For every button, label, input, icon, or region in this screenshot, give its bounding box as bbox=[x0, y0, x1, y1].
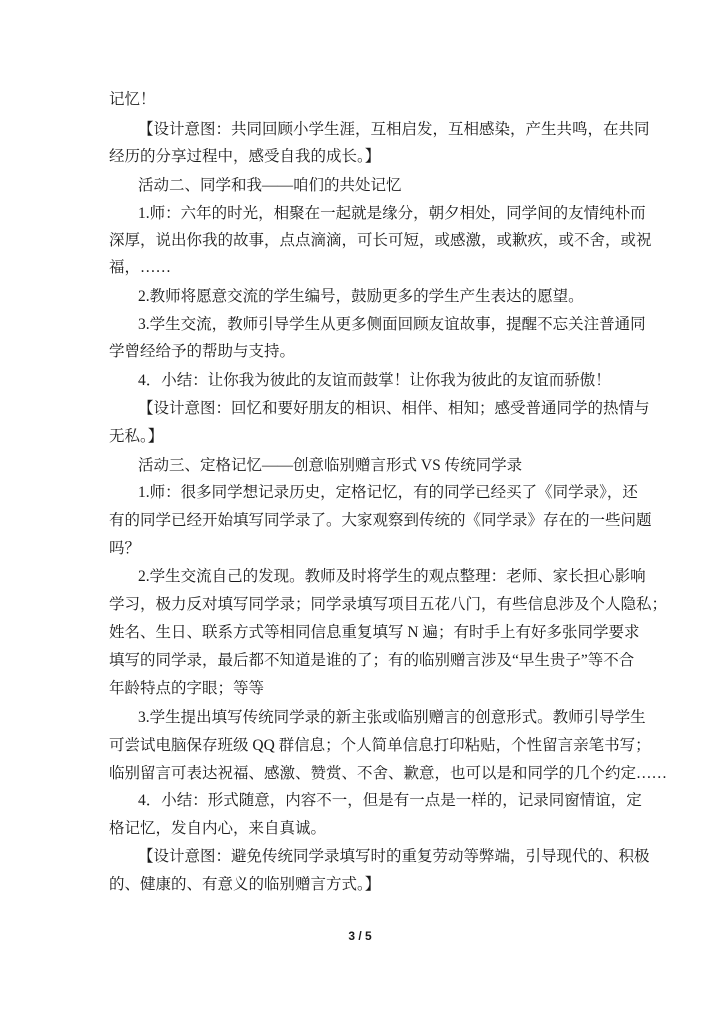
text-line: 填写的同学录，最后都不知道是谁的了；有的临别赠言涉及“早生贵子”等不合 bbox=[109, 652, 635, 669]
design-intent-line: 【设计意图：共同回顾小学生涯，互相启发，互相感染，产生共鸣，在共同 bbox=[138, 121, 650, 138]
text-line: 年龄特点的字眼；等等 bbox=[109, 680, 265, 697]
text-line: 吗？ bbox=[109, 540, 141, 557]
text-line: 福，…… bbox=[109, 259, 172, 276]
page-number: 3 / 5 bbox=[348, 929, 372, 943]
text-line: 记忆！ bbox=[109, 91, 156, 108]
text-line: 深厚，说出你我的故事，点点滴滴，可长可短，或感激，或歉疚，或不舍，或祝 bbox=[109, 232, 652, 249]
text-line: 有的同学已经开始填写同学录了。大家观察到传统的《同学录》存在的一些问题 bbox=[109, 512, 652, 529]
text-line: 临别留言可表达祝福、感激、赞赏、不舍、歉意，也可以是和同学的几个约定…… bbox=[109, 765, 668, 782]
text-line: 可尝试电脑保存班级 QQ 群信息；个人简单信息打印粘贴，个性留言亲笔书写； bbox=[109, 737, 651, 754]
design-intent-line: 【设计意图：避免传统同学录填写时的重复劳动等弊端，引导现代的、积极 bbox=[138, 848, 650, 865]
text-line: 2.教师将愿意交流的学生编号，鼓励更多的学生产生表达的愿望。 bbox=[138, 288, 584, 305]
text-line: 格记忆，发自内心，来自真诚。 bbox=[109, 820, 327, 837]
activity-heading: 活动三、定格记忆——创意临别赠言形式 VS 传统同学录 bbox=[138, 457, 523, 474]
design-intent-line: 的、健康的、有意义的临别赠言方式。】 bbox=[109, 876, 381, 893]
activity-heading: 活动二、同学和我——咱们的共处记忆 bbox=[138, 177, 402, 194]
text-line: 学曾经给予的帮助与支持。 bbox=[109, 343, 296, 360]
text-line: 4．小结：形式随意，内容不一，但是有一点是一样的，记录同窗情谊，定 bbox=[138, 792, 642, 809]
text-line: 1.师：很多同学想记录历史，定格记忆，有的同学已经买了《同学录》，还 bbox=[138, 484, 638, 501]
text-line: 1.师：六年的时光，相聚在一起就是缘分，朝夕相处，同学间的友情纯朴而 bbox=[138, 205, 646, 222]
design-intent-line: 经历的分享过程中，感受自我的成长。】 bbox=[109, 148, 381, 165]
text-line: 3.学生交流，教师引导学生从更多侧面回顾友谊故事，提醒不忘关注普通同 bbox=[138, 316, 646, 333]
design-intent-line: 无私。】 bbox=[109, 428, 164, 445]
text-line: 姓名、生日、联系方式等相同信息重复填写 N 遍；有时手上有好多张同学要求 bbox=[109, 624, 640, 641]
design-intent-line: 【设计意图：回忆和要好朋友的相识、相伴、相知；感受普通同学的热情与 bbox=[138, 400, 650, 417]
text-line: 3.学生提出填写传统同学录的新主张或临别赠言的创意形式。教师引导学生 bbox=[138, 709, 646, 726]
text-line: 4．小结：让你我为彼此的友谊而鼓掌！让你我为彼此的友谊而骄傲！ bbox=[138, 372, 611, 389]
text-line: 2.学生交流自己的发现。教师及时将学生的观点整理：老师、家长担心影响 bbox=[138, 568, 646, 585]
text-line: 学习，极力反对填写同学录；同学录填写项目五花八门，有些信息涉及个人隐私； bbox=[109, 596, 668, 613]
